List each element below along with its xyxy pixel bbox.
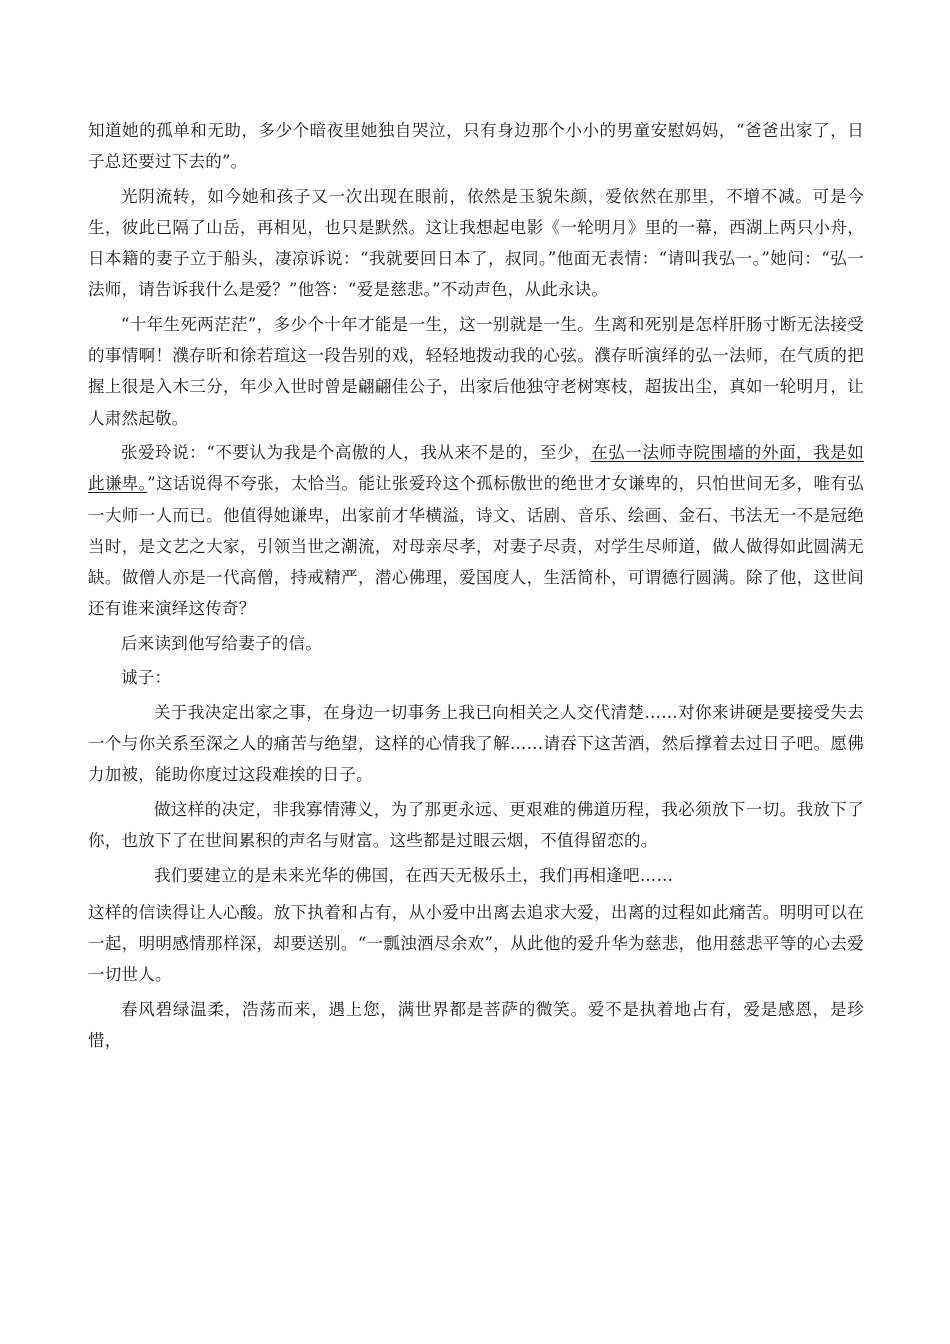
zhang-paragraph-rest: ”这话说得不夸张，太恰当。能让张爱玲这个孤标傲世的绝世才女谦卑的，只怕世间无多，唯有弘一大师一人而已。他值得她谦卑，出家前才华横溢，诗文、话剧、音乐、绘画、金石、书法无一不是冠绝当时，是文艺之大家，引领当世之潮流，对母亲尽孝，对妻子尽责，对学生尽师道，做人做得如此圆满无缺。做僧人亦是一代高僧，持戒精严，潜心佛理，爱国度人，生活简朴，可谓德行圆满。除了他，这世间还有谁来演绎这传奇？ xyxy=(88,474,865,619)
letter-paragraph: 做这样的决定，非我寡情薄义，为了那更永远、更艰难的佛道历程，我必须放下一切。我放下了你，也放下了在世间累积的声名与财富。这些都是过眼云烟，不值得留恋的。 xyxy=(88,800,864,851)
letter-paragraph: 我们要建立的是未来光华的佛国，在西天无极乐土，我们再相逢吧…… xyxy=(154,865,674,885)
zhang-quote-start: 张爱玲说：“不要认为我是个高傲的人，我从来不是的，至少， xyxy=(121,443,592,463)
paragraph-continuation: 知道她的孤单和无助，多少个暗夜里她独自哭泣，只有身边那个小小的男童安慰妈妈，“爸爸出家了，日子总还要过下去的”。 xyxy=(88,121,864,172)
paragraph-letter-intro: 后来读到他写给妻子的信。 xyxy=(121,633,322,653)
paragraph-spring-wind: 春风碧绿温柔，浩荡而来，遇上您，满世界都是菩萨的微笑。爱不是执着地占有，爱是感恩，是珍惜， xyxy=(88,1000,864,1051)
letter-salutation: 诚子： xyxy=(121,668,172,688)
paragraph-reflection: 这样的信读得让人心酸。放下执着和占有，从小爱中出离去追求大爱，出离的过程如此痛苦。明明可以在一起，明明感情那样深，却要送别。“一瓢浊酒尽余欢”，从此他的爱升华为慈悲，他用慈悲平等的心去爱一切世人。 xyxy=(88,903,864,985)
paragraph-farewell: “十年生死两茫茫”，多少个十年才能是一生，这一别就是一生。生离和死别是怎样肝肠寸断无法接受的事情啊！濮存昕和徐若瑄这一段告别的戏，轻轻地拨动我的心弦。濮存昕演绎的弘一法师，在气质的把握上很是入木三分，年少入世时曾是翩翩佳公子，出家后他独守老树寒枝，超拔出尘，真如一轮明月，让人肃然起敬。 xyxy=(88,315,864,428)
underlined-quote: 在弘一法师寺院围墙的外面，我是如此谦卑。 xyxy=(88,443,864,494)
paragraph-zhang-ailing xyxy=(88,437,864,624)
article-body xyxy=(88,115,864,1060)
paragraph-film-scene: 光阴流转，如今她和孩子又一次出现在眼前，依然是玉貌朱颜，爱依然在那里，不增不减。可是今生，彼此已隔了山岳，再相见，也只是默然。这让我想起电影《一轮明月》里的一幕，西湖上两只小舟，日本籍的妻子立于船头，凄凉诉说：“我就要回日本了，叔同。”他面无表情：“请叫我弘一。”她问：“弘一法师，请告诉我什么是爱？”他答：“爱是慈悲。”不动声色，从此永诀。 xyxy=(88,186,864,300)
letter-paragraph: 关于我决定出家之事，在身边一切事务上我已向相关之人交代清楚……对你来讲硬是要接受失去一个与你关系至深之人的痛苦与绝望，这样的心情我了解……请吞下这苦酒，然后撑着去过日子吧。愿佛力加被，能助你度过这段难挨的日子。 xyxy=(88,703,864,785)
